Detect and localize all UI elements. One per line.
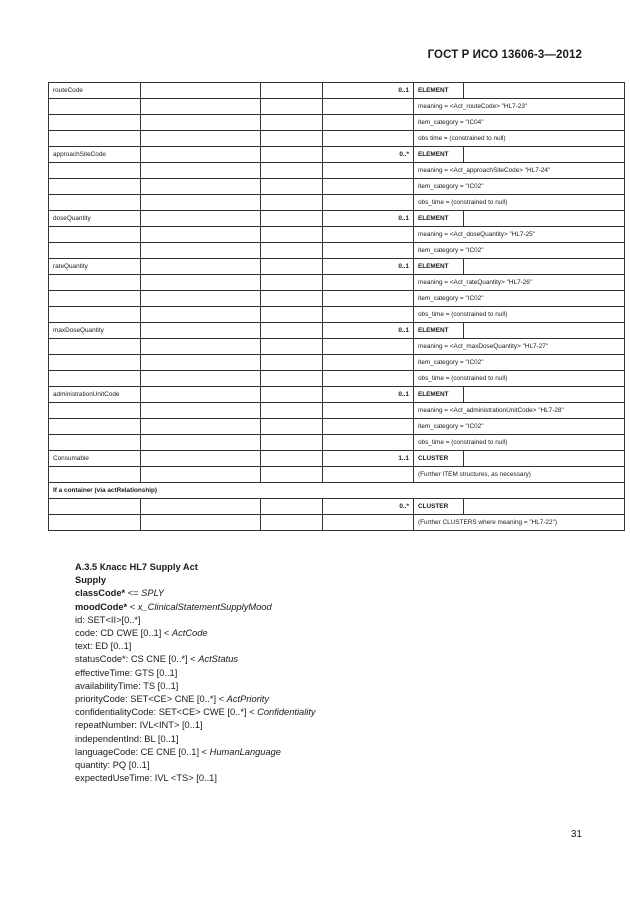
empty-cell (261, 131, 323, 147)
empty-cell (464, 83, 625, 99)
empty-cell (141, 243, 261, 259)
table-row (49, 499, 625, 515)
attribute-label: text: ED [0..1] (75, 641, 132, 652)
vocabulary-name: x_ClinicalStatementSupplyMood (137, 601, 272, 612)
attribute-label: id: SET<II>[0..*] (75, 614, 141, 625)
multiplicity-cell: 0..* (323, 147, 414, 163)
attribute-name-cell (49, 131, 141, 147)
vocabulary-name: SPLY (141, 588, 165, 599)
table-row (49, 387, 625, 403)
table-row (49, 435, 625, 451)
attribute-line (75, 627, 316, 640)
node-type-cell: CLUSTER (414, 499, 464, 515)
empty-cell (261, 275, 323, 291)
empty-cell (141, 451, 261, 467)
attribute-name-cell (49, 291, 141, 307)
empty-cell (141, 163, 261, 179)
attribute-name-cell (49, 515, 141, 531)
empty-cell (141, 371, 261, 387)
table-row (49, 227, 625, 243)
empty-cell (141, 467, 261, 483)
attribute-list (75, 587, 316, 785)
multiplicity-cell (323, 179, 414, 195)
attribute-line (75, 706, 316, 719)
table-row (49, 115, 625, 131)
table-row (49, 515, 625, 531)
constraint-cell: meaning = <Act_administrationUnitCode> "HL7-28" (414, 403, 625, 419)
attribute-line (75, 759, 316, 772)
constraint-cell: (Further CLUSTERS where meaning = "HL7-22") (414, 515, 625, 531)
table-row (49, 83, 625, 99)
vocabulary-name: Confidentiality (257, 707, 316, 718)
empty-cell (141, 227, 261, 243)
attribute-name-cell (49, 99, 141, 115)
empty-cell (141, 499, 261, 515)
constraint-cell: meaning = <Act_approachSiteCode> "HL7-24" (414, 163, 625, 179)
attribute-name-cell (49, 499, 141, 515)
attribute-name-cell: rateQuantity (49, 259, 141, 275)
attribute-name-cell: Consumable (49, 451, 141, 467)
attribute-line (75, 693, 316, 706)
table-row (49, 371, 625, 387)
attribute-label: languageCode: CE CNE [0..1] < (75, 746, 210, 757)
table-row (49, 483, 625, 499)
empty-cell (261, 451, 323, 467)
attribute-name-cell: administrationUnitCode (49, 387, 141, 403)
multiplicity-cell: 0..1 (323, 323, 414, 339)
constraint-cell: meaning = <Act_maxDoseQuantity> "HL7-27" (414, 339, 625, 355)
attribute-label: quantity: PQ [0..1] (75, 760, 150, 771)
multiplicity-cell: 1..1 (323, 451, 414, 467)
constraint-cell: obs time = (constrained to null) (414, 131, 625, 147)
attribute-name-cell (49, 115, 141, 131)
attribute-line (75, 746, 316, 759)
empty-cell (141, 83, 261, 99)
multiplicity-cell (323, 355, 414, 371)
table-row (49, 419, 625, 435)
attribute-name-cell (49, 355, 141, 371)
multiplicity-cell (323, 403, 414, 419)
table-row (49, 211, 625, 227)
attribute-line (75, 680, 316, 693)
constraint-cell: obs_time = (constrained to null) (414, 307, 625, 323)
multiplicity-cell (323, 195, 414, 211)
node-type-cell: ELEMENT (414, 323, 464, 339)
empty-cell (141, 515, 261, 531)
empty-cell (141, 211, 261, 227)
supply-act-spec (75, 561, 316, 785)
attribute-line (75, 667, 316, 680)
attribute-name-cell (49, 419, 141, 435)
multiplicity-cell (323, 371, 414, 387)
empty-cell (141, 131, 261, 147)
attribute-name-cell (49, 195, 141, 211)
multiplicity-cell (323, 243, 414, 259)
multiplicity-cell (323, 467, 414, 483)
attribute-line (75, 601, 316, 614)
empty-cell (261, 259, 323, 275)
attribute-name-cell (49, 371, 141, 387)
archetype-mapping-table (48, 82, 625, 531)
empty-cell (464, 451, 625, 467)
empty-cell (261, 467, 323, 483)
empty-cell (464, 211, 625, 227)
constraint-cell: obs_time = (constrained to null) (414, 195, 625, 211)
attribute-line (75, 614, 316, 627)
document-id-header: ГОСТ Р ИСО 13606-3—2012 (427, 49, 582, 61)
attribute-label: availabilityTime: TS [0..1] (75, 680, 179, 691)
multiplicity-cell (323, 339, 414, 355)
empty-cell (261, 227, 323, 243)
multiplicity-cell (323, 515, 414, 531)
operator: <= (125, 588, 142, 599)
empty-cell (141, 115, 261, 131)
empty-cell (261, 387, 323, 403)
node-type-cell: CLUSTER (414, 451, 464, 467)
table-row (49, 275, 625, 291)
attribute-line (75, 653, 316, 666)
multiplicity-cell (323, 227, 414, 243)
empty-cell (261, 435, 323, 451)
empty-cell (261, 99, 323, 115)
table-row (49, 339, 625, 355)
constraint-cell: obs_time = (constrained to null) (414, 371, 625, 387)
table-row (49, 147, 625, 163)
attribute-name-cell: doseQuantity (49, 211, 141, 227)
attribute-name-cell: routeCode (49, 83, 141, 99)
table-row (49, 243, 625, 259)
multiplicity-cell: 0..* (323, 499, 414, 515)
empty-cell (464, 323, 625, 339)
multiplicity-cell (323, 435, 414, 451)
section-label-cell: If a container (via actRelationship) (49, 483, 625, 499)
constraint-cell: item_category = "IC04" (414, 115, 625, 131)
empty-cell (464, 499, 625, 515)
attribute-label: priorityCode: SET<CE> CNE [0..*] < (75, 694, 227, 705)
attribute-label: statusCode*: CS CNE [0..*] < (75, 654, 199, 665)
multiplicity-cell (323, 419, 414, 435)
attribute-line (75, 733, 316, 746)
table-row (49, 467, 625, 483)
empty-cell (261, 147, 323, 163)
vocabulary-name: HumanLanguage (209, 746, 281, 757)
empty-cell (141, 195, 261, 211)
empty-cell (261, 403, 323, 419)
empty-cell (464, 387, 625, 403)
multiplicity-cell (323, 275, 414, 291)
page-number: 31 (570, 829, 582, 840)
multiplicity-cell: 0..1 (323, 83, 414, 99)
empty-cell (261, 339, 323, 355)
attribute-label: classCode* (75, 588, 126, 599)
empty-cell (141, 403, 261, 419)
empty-cell (261, 291, 323, 307)
multiplicity-cell (323, 291, 414, 307)
table-row (49, 179, 625, 195)
attribute-name-cell (49, 163, 141, 179)
empty-cell (141, 259, 261, 275)
empty-cell (261, 499, 323, 515)
empty-cell (141, 147, 261, 163)
empty-cell (141, 275, 261, 291)
multiplicity-cell (323, 307, 414, 323)
attribute-label: effectiveTime: GTS [0..1] (75, 667, 178, 678)
empty-cell (141, 99, 261, 115)
table-row (49, 131, 625, 147)
table-row (49, 195, 625, 211)
attribute-label: moodCode* (75, 601, 128, 612)
empty-cell (464, 147, 625, 163)
constraint-cell: item_category = "IC02" (414, 243, 625, 259)
empty-cell (141, 179, 261, 195)
empty-cell (261, 243, 323, 259)
attribute-label: code: CD CWE [0..1] < (75, 628, 172, 639)
table-row (49, 323, 625, 339)
empty-cell (261, 83, 323, 99)
node-type-cell: ELEMENT (414, 83, 464, 99)
constraint-cell: meaning = <Act_routeCode> "HL7-23" (414, 99, 625, 115)
attribute-name-cell (49, 467, 141, 483)
empty-cell (261, 323, 323, 339)
multiplicity-cell (323, 99, 414, 115)
empty-cell (141, 339, 261, 355)
empty-cell (261, 371, 323, 387)
attribute-name-cell: maxDoseQuantity (49, 323, 141, 339)
attribute-line (75, 772, 316, 785)
node-type-cell: ELEMENT (414, 259, 464, 275)
attribute-label: repeatNumber: IVL<INT> [0..1] (75, 720, 203, 731)
attribute-name-cell (49, 275, 141, 291)
constraint-cell: item_category = "IC02" (414, 355, 625, 371)
multiplicity-cell (323, 163, 414, 179)
empty-cell (261, 419, 323, 435)
attribute-name-cell (49, 339, 141, 355)
constraint-cell: item_category = "IC02" (414, 419, 625, 435)
empty-cell (141, 387, 261, 403)
constraint-cell: item_category = "IC02" (414, 291, 625, 307)
empty-cell (141, 355, 261, 371)
node-type-cell: ELEMENT (414, 211, 464, 227)
empty-cell (261, 307, 323, 323)
vocabulary-name: ActCode (171, 628, 208, 639)
table-row (49, 99, 625, 115)
table-row (49, 307, 625, 323)
attribute-label: confidentialityCode: SET<CE> CWE [0..*] < (75, 707, 258, 718)
section-heading: A.3.5 Класс HL7 Supply Act (75, 562, 198, 572)
class-name: Supply (75, 575, 106, 586)
table-row (49, 163, 625, 179)
operator: < (127, 601, 138, 612)
constraint-cell: (Further ITEM structures, as necessary) (414, 467, 625, 483)
attribute-name-cell (49, 435, 141, 451)
multiplicity-cell (323, 115, 414, 131)
vocabulary-name: ActPriority (226, 694, 270, 705)
attribute-name-cell (49, 243, 141, 259)
multiplicity-cell: 0..1 (323, 211, 414, 227)
empty-cell (261, 211, 323, 227)
attribute-name-cell (49, 179, 141, 195)
multiplicity-cell: 0..1 (323, 387, 414, 403)
empty-cell (141, 435, 261, 451)
empty-cell (141, 291, 261, 307)
empty-cell (261, 195, 323, 211)
constraint-cell: meaning = <Act_rateQuantity> "HL7-26" (414, 275, 625, 291)
vocabulary-name: ActStatus (198, 654, 239, 665)
multiplicity-cell (323, 131, 414, 147)
attribute-label: independentInd: BL [0..1] (75, 733, 179, 744)
attribute-line (75, 587, 316, 600)
attribute-name-cell (49, 403, 141, 419)
table-row (49, 355, 625, 371)
attribute-name-cell (49, 227, 141, 243)
attribute-name-cell (49, 307, 141, 323)
attribute-line (75, 719, 316, 732)
empty-cell (261, 355, 323, 371)
empty-cell (261, 515, 323, 531)
empty-cell (141, 419, 261, 435)
empty-cell (261, 163, 323, 179)
node-type-cell: ELEMENT (414, 147, 464, 163)
constraint-cell: meaning = <Act_doseQuantity> "HL7-25" (414, 227, 625, 243)
attribute-line (75, 640, 316, 653)
table-row (49, 451, 625, 467)
empty-cell (141, 323, 261, 339)
empty-cell (261, 115, 323, 131)
attribute-name-cell: approachSiteCode (49, 147, 141, 163)
constraint-cell: item_category = "IC02" (414, 179, 625, 195)
multiplicity-cell: 0..1 (323, 259, 414, 275)
table-row (49, 291, 625, 307)
table-row (49, 259, 625, 275)
empty-cell (464, 259, 625, 275)
node-type-cell: ELEMENT (414, 387, 464, 403)
empty-cell (141, 307, 261, 323)
constraint-cell: obs_time = (constrained to null) (414, 435, 625, 451)
attribute-label: expectedUseTime: IVL <TS> [0..1] (75, 773, 217, 784)
empty-cell (261, 179, 323, 195)
table-row (49, 403, 625, 419)
